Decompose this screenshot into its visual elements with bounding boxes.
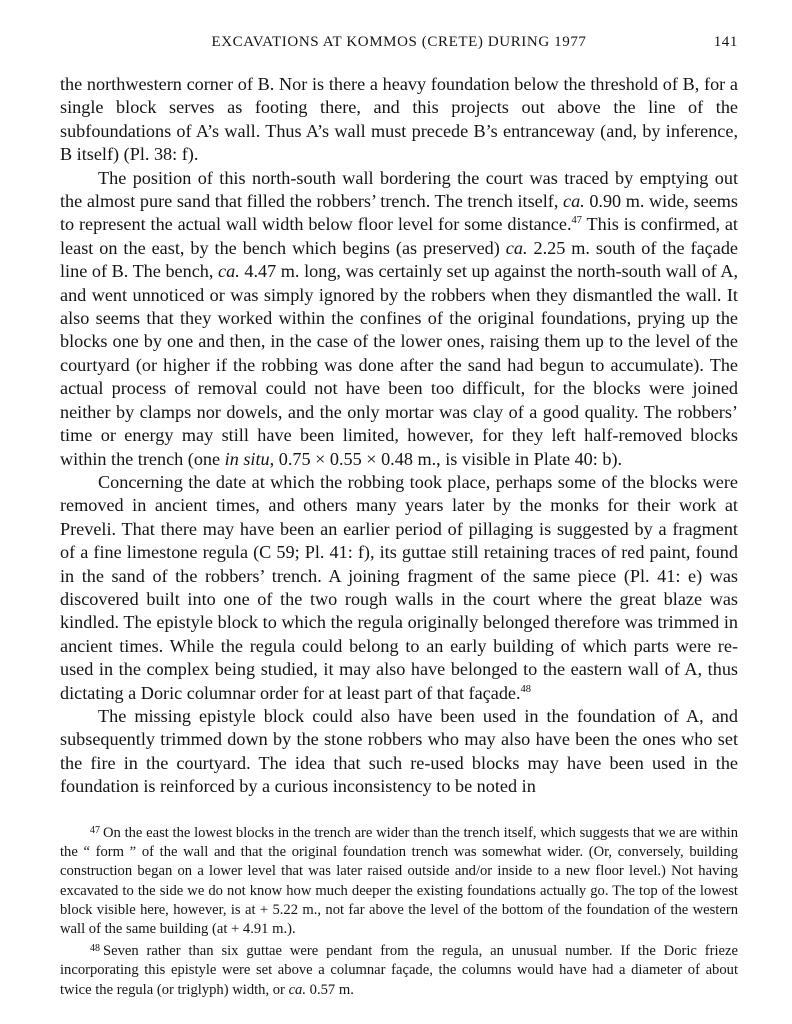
- paragraph-2-text-c: This is confirmed, at least on the east, by the bench which begins (as preserved): [60, 214, 738, 258]
- footnote-ref-47[interactable]: 47: [571, 215, 582, 227]
- ca-abbreviation: ca.: [563, 191, 585, 212]
- footnote-48-text-b: 0.57 m.: [306, 981, 354, 998]
- ca-abbreviation: ca.: [218, 261, 240, 282]
- footnote-ref-48[interactable]: 48: [520, 683, 532, 695]
- paragraph-2-text-a: The position of this north-south wall bordering the court was traced by emptying out the almost pure sand that filled the robbers’ trench. The trench itself,: [60, 167, 738, 212]
- footnote-label: 48: [90, 943, 100, 955]
- paragraph-2: [60, 167, 738, 471]
- page-number: 141: [713, 34, 738, 50]
- paragraph-3: [60, 471, 738, 705]
- footnote-47: [60, 821, 738, 939]
- paragraph-2-text-e: 4.47 m. long, was certainly set up against the north-south wall of A, and went unnoticed or was simply ignored by the robbers when they dismantled the wall. It also seems that they worked within the confines of the original foundations, prying up the blocks one by one and then, in the case of the lower ones, raising them up to the level of the courtyard (or higher if the robbing was done after the sand had begun to accumulate). The actual process of removal could not have been too difficult, for the blocks were joined neither by clamps nor dowels, and the only mortar was clay of a good quality. The robbers’ time or energy may still have been limited, however, for they left half-removed blocks within the trench (one: [60, 261, 738, 469]
- footnote-48-text-a: Seven rather than six guttae were pendant from the regula, an unusual number. If the Doric frieze incorporating this epistyle were set above a columnar façade, the columns would have had a diameter of about twice the regula (or triglyph) width, or: [60, 943, 738, 998]
- paragraph-3-text: Concerning the date at which the robbing took place, perhaps some of the blocks were removed in ancient times, and others many years later by the monks for their work at Preveli. That there may have been an earlier period of pillaging is suggested by a fragment of a fine limestone regula (C 59; Pl. 41: f), its guttae still retaining traces of red paint, found in the sand of the robbers’ trench. A joining fragment of the same piece (Pl. 41: e) was discovered built into one of the two rough walls in the court where the great blaze was kindled. The epistyle block to which the regula originally belonged therefore was trimmed in ancient times. While the regula could belong to an early building of which parts were re-used in the complex being studied, it may also have belonged to the eastern wall of A, thus dictating a Doric columnar order for at least part of that façade.: [60, 471, 738, 703]
- footnote-47-text: On the east the lowest blocks in the trench are wider than the trench itself, which suggests that we are within the “ form ” of the wall and that the original foundation trench was somewhat wider. (Or, conversely, building construction began on a lower level that was later raised outside and/or inside to a new floor level.) Not having excavated to the side we do not know how much deeper the existing foundations actually go. The top of the lowest block visible here, however, is at + 5.22 m., not far above the level of the bottom of the foundation of the western wall of the same building (at + 4.91 m.).: [60, 825, 738, 938]
- footnote-label: 47: [90, 825, 100, 836]
- main-text: [60, 73, 738, 799]
- paragraph-2-text-d: 2.25 m. south of the façade line of B. The bench,: [60, 237, 738, 282]
- running-title: EXCAVATIONS AT KOMMOS (CRETE) DURING 1977: [211, 34, 587, 50]
- footnotes: [60, 821, 738, 1000]
- footnote-48: [60, 939, 738, 1000]
- running-header: [60, 34, 738, 58]
- ca-abbreviation: ca.: [505, 237, 528, 258]
- ca-abbreviation: ca.: [288, 981, 307, 998]
- paragraph-2-text-f: , 0.75 × 0.55 × 0.48 m., is visible in Plate 40: b).: [269, 448, 623, 469]
- paragraph-1: the northwestern corner of B. Nor is there a heavy foundation below the threshold of B, for a single block serves as footing there, and this projects out above the line of the subfoundations of A’s wall. Thus A’s wall must precede B’s entranceway (and, by inference, B itself) (Pl. 38: f).: [60, 74, 738, 165]
- paragraph-2-text-b: 0.90 m. wide, seems to represent the actual wall width below floor level for some distance.: [60, 191, 738, 235]
- in-situ-term: in situ: [224, 448, 270, 469]
- paragraph-4: The missing epistyle block could also have been used in the foundation of A, and subsequently trimmed down by the stone robbers who may also have been the ones who set the fire in the courtyard. The idea that such re-used blocks may have been used in the foundation is reinforced by a curious inconsistency to be noted in: [60, 705, 738, 797]
